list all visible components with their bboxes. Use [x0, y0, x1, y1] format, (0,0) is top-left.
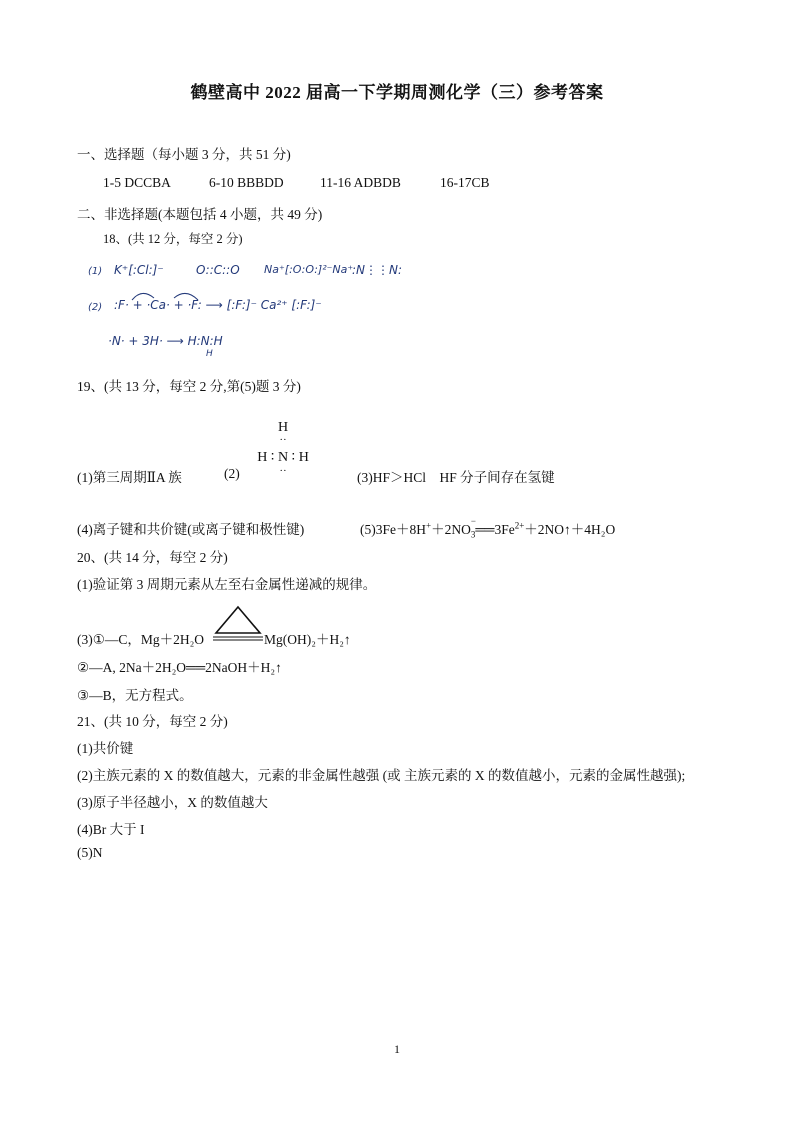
nh3-top-h: H	[277, 420, 289, 435]
answer-group-4: 16-17CB	[440, 175, 490, 190]
q19-a5-no3: ＋2NO	[431, 522, 471, 537]
q18-handwritten-answers	[80, 256, 410, 364]
n2-electron-formula: :N⋮⋮N:	[352, 263, 403, 277]
q19-answer-4: (4)离子键和共价键(或离子键和极性键)	[77, 522, 305, 537]
answer-group-2: 6-10 BBBDD	[209, 175, 284, 190]
kcl-electron-formula: K⁺[:Cl:]⁻	[114, 263, 164, 277]
q18-line2-label: (2)	[88, 302, 103, 313]
answer-group-3: 11-16 ADBDB	[320, 175, 401, 190]
caf2-formation: :F· + ·Ca· + ·F: ⟶ [:F:]⁻ Ca²⁺ [:F:]⁻	[114, 298, 322, 312]
section2-heading: 二、非选择题(本题包括 4 小题，共 49 分)	[77, 207, 323, 222]
q18-line1-label: (1)	[88, 266, 103, 277]
q20-answer-1: (1)验证第 3 周期元素从左至右金属性递减的规律。	[77, 577, 377, 592]
q19-a5-fe: ══3Fe	[475, 522, 515, 537]
q20-answer-3-3: ③—B，无方程式。	[77, 688, 193, 703]
answer-group-1: 1-5 DCCBA	[103, 175, 171, 190]
q21-answer-4: (4)Br 大于 I	[77, 822, 145, 837]
na2o2-electron-formula: Na⁺[:O:O:]²⁻Na⁺	[264, 263, 354, 276]
q19-a5-end: ＋2NO↑＋4H₂O	[524, 522, 616, 537]
q19-answer-2-label: (2)	[224, 466, 240, 481]
section1-heading: 一、选择题（每小题 3 分，共 51 分)	[77, 147, 291, 162]
q21-answer-1: (1)共价键	[77, 741, 134, 756]
q20-heading: 20、(共 14 分，每空 2 分)	[77, 550, 228, 565]
co2-electron-formula: O::C::O	[196, 263, 240, 277]
heating-triangle-icon	[213, 605, 263, 641]
page-title: 鹤壁高中 2022 届高一下学期周测化学（三）参考答案	[190, 83, 604, 102]
q21-answer-5: (5)N	[77, 845, 103, 860]
q20-answer-3-2: ②—A, 2Na＋2H₂O══2NaOH＋H₂↑	[77, 660, 282, 675]
nh3-top-dots: ··	[279, 434, 287, 446]
nh3-electron-formula	[246, 420, 320, 480]
nh3-middle-row: H ∶ N ∶ H	[257, 450, 309, 465]
q20-answer-3-1-left: (3)①—C，Mg＋2H₂O	[77, 632, 205, 647]
nh3-formation-lower-h: H	[206, 349, 213, 359]
nh3-formation: ·N· + 3H· ⟶ H:N:H	[108, 334, 223, 348]
page-number: 1	[394, 1042, 400, 1056]
electron-transfer-arrows-icon	[128, 288, 208, 302]
q19-answer-3: (3)HF＞HCl HF 分子间存在氢键	[357, 470, 555, 485]
q21-answer-3: (3)原子半径越小，X 的数值越大	[77, 795, 268, 810]
q21-heading: 21、(共 10 分，每空 2 分)	[77, 714, 228, 729]
nh3-bottom-dots: ··	[279, 465, 287, 477]
q19-heading: 19、(共 13 分，每空 2 分,第(5)题 3 分)	[77, 379, 301, 394]
q19-a5-prefix: (5)3Fe＋8H	[360, 522, 426, 537]
q19-answer-5: (5)3Fe＋8H+＋2NO − $_3══3Fe^{2+}+2NO↑+4H_2O$	[360, 516, 616, 540]
q20-answer-3-1-right: Mg(OH)₂＋H₂↑	[264, 632, 351, 647]
q21-answer-2: (2)主族元素的 X 的数值越大，元素的非金属性越强 (或 主族元素的 X 的数值越小，元素的金属性越强);	[77, 768, 686, 783]
q19-answer-1: (1)第三周期ⅡA 族	[77, 470, 182, 485]
q18-heading: 18、(共 12 分，每空 2 分)	[103, 232, 243, 246]
